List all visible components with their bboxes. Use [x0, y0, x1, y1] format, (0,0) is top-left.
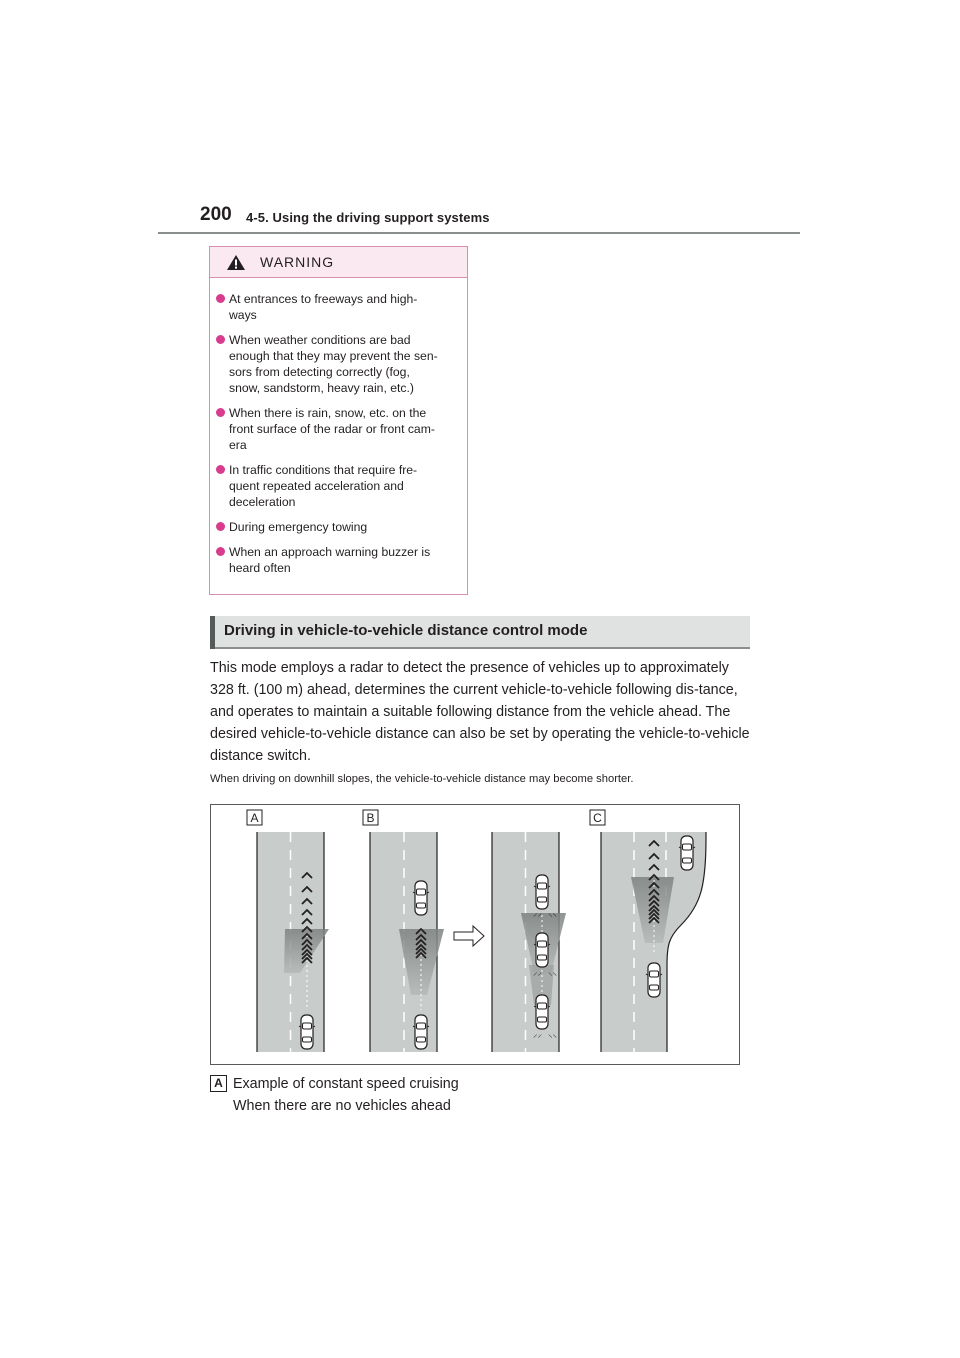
callout-description: When there are no vehicles ahead — [233, 1098, 451, 1114]
page-number: 200 — [200, 204, 232, 225]
svg-text:⸜⸜: ⸜⸜ — [548, 908, 558, 918]
callout-badge-a: A — [210, 1075, 227, 1092]
callout-caption: Example of constant speed cruising — [233, 1076, 459, 1092]
section-title: 4-5. Using the driving support systems — [246, 210, 490, 225]
label-box-c — [590, 810, 605, 825]
warning-item — [216, 332, 457, 396]
warning-triangle-icon — [226, 254, 246, 271]
warning-item — [216, 291, 457, 323]
body-paragraph: This mode employs a radar to detect the presence of vehicles up to approximately 328 ft. (100 m) ahead, determines the current vehicle-to-vehicle following dis-tance, and operates to maintain a suitable following distance from the vehicle ahead. The desired vehicle-to-vehicle distance can also be set by operating the vehicle-to-vehicle distance switch. — [210, 660, 750, 764]
label-box-a — [247, 810, 262, 825]
warning-box — [209, 246, 468, 595]
subsection-bar — [210, 616, 215, 649]
warning-item-text: In traffic conditions that require fre- quent repeated acceleration and deceleration — [229, 463, 418, 509]
svg-text:⸜⸜: ⸜⸜ — [548, 1029, 558, 1039]
road-b-after — [492, 832, 566, 1052]
warning-list — [210, 278, 467, 576]
label-a: A — [250, 811, 259, 825]
subsection-header — [210, 616, 750, 649]
bullet-icon — [216, 522, 225, 531]
bullet-icon — [216, 547, 225, 556]
svg-text:⸜⸜: ⸜⸜ — [548, 967, 558, 977]
transition-arrow-icon — [454, 926, 484, 946]
svg-text:⸝⸝: ⸝⸝ — [533, 908, 543, 918]
label-box-b — [363, 810, 378, 825]
subsection-title: Driving in vehicle-to-vehicle distance control mode — [224, 622, 588, 639]
warning-item-text: When weather conditions are bad enough that they may prevent the sen- sors from detecting correctly (fog, snow, sandstorm, heavy rain, etc.) — [229, 333, 438, 395]
svg-text:⸝⸝: ⸝⸝ — [533, 1029, 543, 1039]
warning-item — [216, 544, 457, 576]
bullet-icon — [216, 294, 225, 303]
distance-control-figure — [210, 804, 740, 1065]
bullet-icon — [216, 408, 225, 417]
road-diagram — [211, 805, 739, 1064]
warning-header — [210, 247, 467, 278]
body-note: When driving on downhill slopes, the vehicle-to-vehicle distance may become shorter. — [210, 773, 634, 785]
warning-item-text: At entrances to freeways and high- ways — [229, 292, 418, 322]
road-a — [257, 832, 329, 1052]
warning-item — [216, 519, 457, 535]
bullet-icon — [216, 335, 225, 344]
road-c — [601, 832, 706, 1052]
bullet-icon — [216, 465, 225, 474]
label-b: B — [366, 811, 375, 825]
svg-text:⸝⸝: ⸝⸝ — [533, 967, 543, 977]
label-c: C — [593, 811, 602, 825]
warning-item — [216, 405, 457, 453]
road-b — [370, 832, 444, 1052]
warning-item-text: When an approach warning buzzer is heard often — [229, 545, 431, 575]
header-rule — [158, 232, 800, 234]
warning-item — [216, 462, 457, 510]
warning-title: WARNING — [260, 254, 335, 270]
warning-item-text: During emergency towing — [229, 520, 368, 534]
warning-item-text: When there is rain, snow, etc. on the front surface of the radar or front cam- era — [229, 406, 435, 452]
